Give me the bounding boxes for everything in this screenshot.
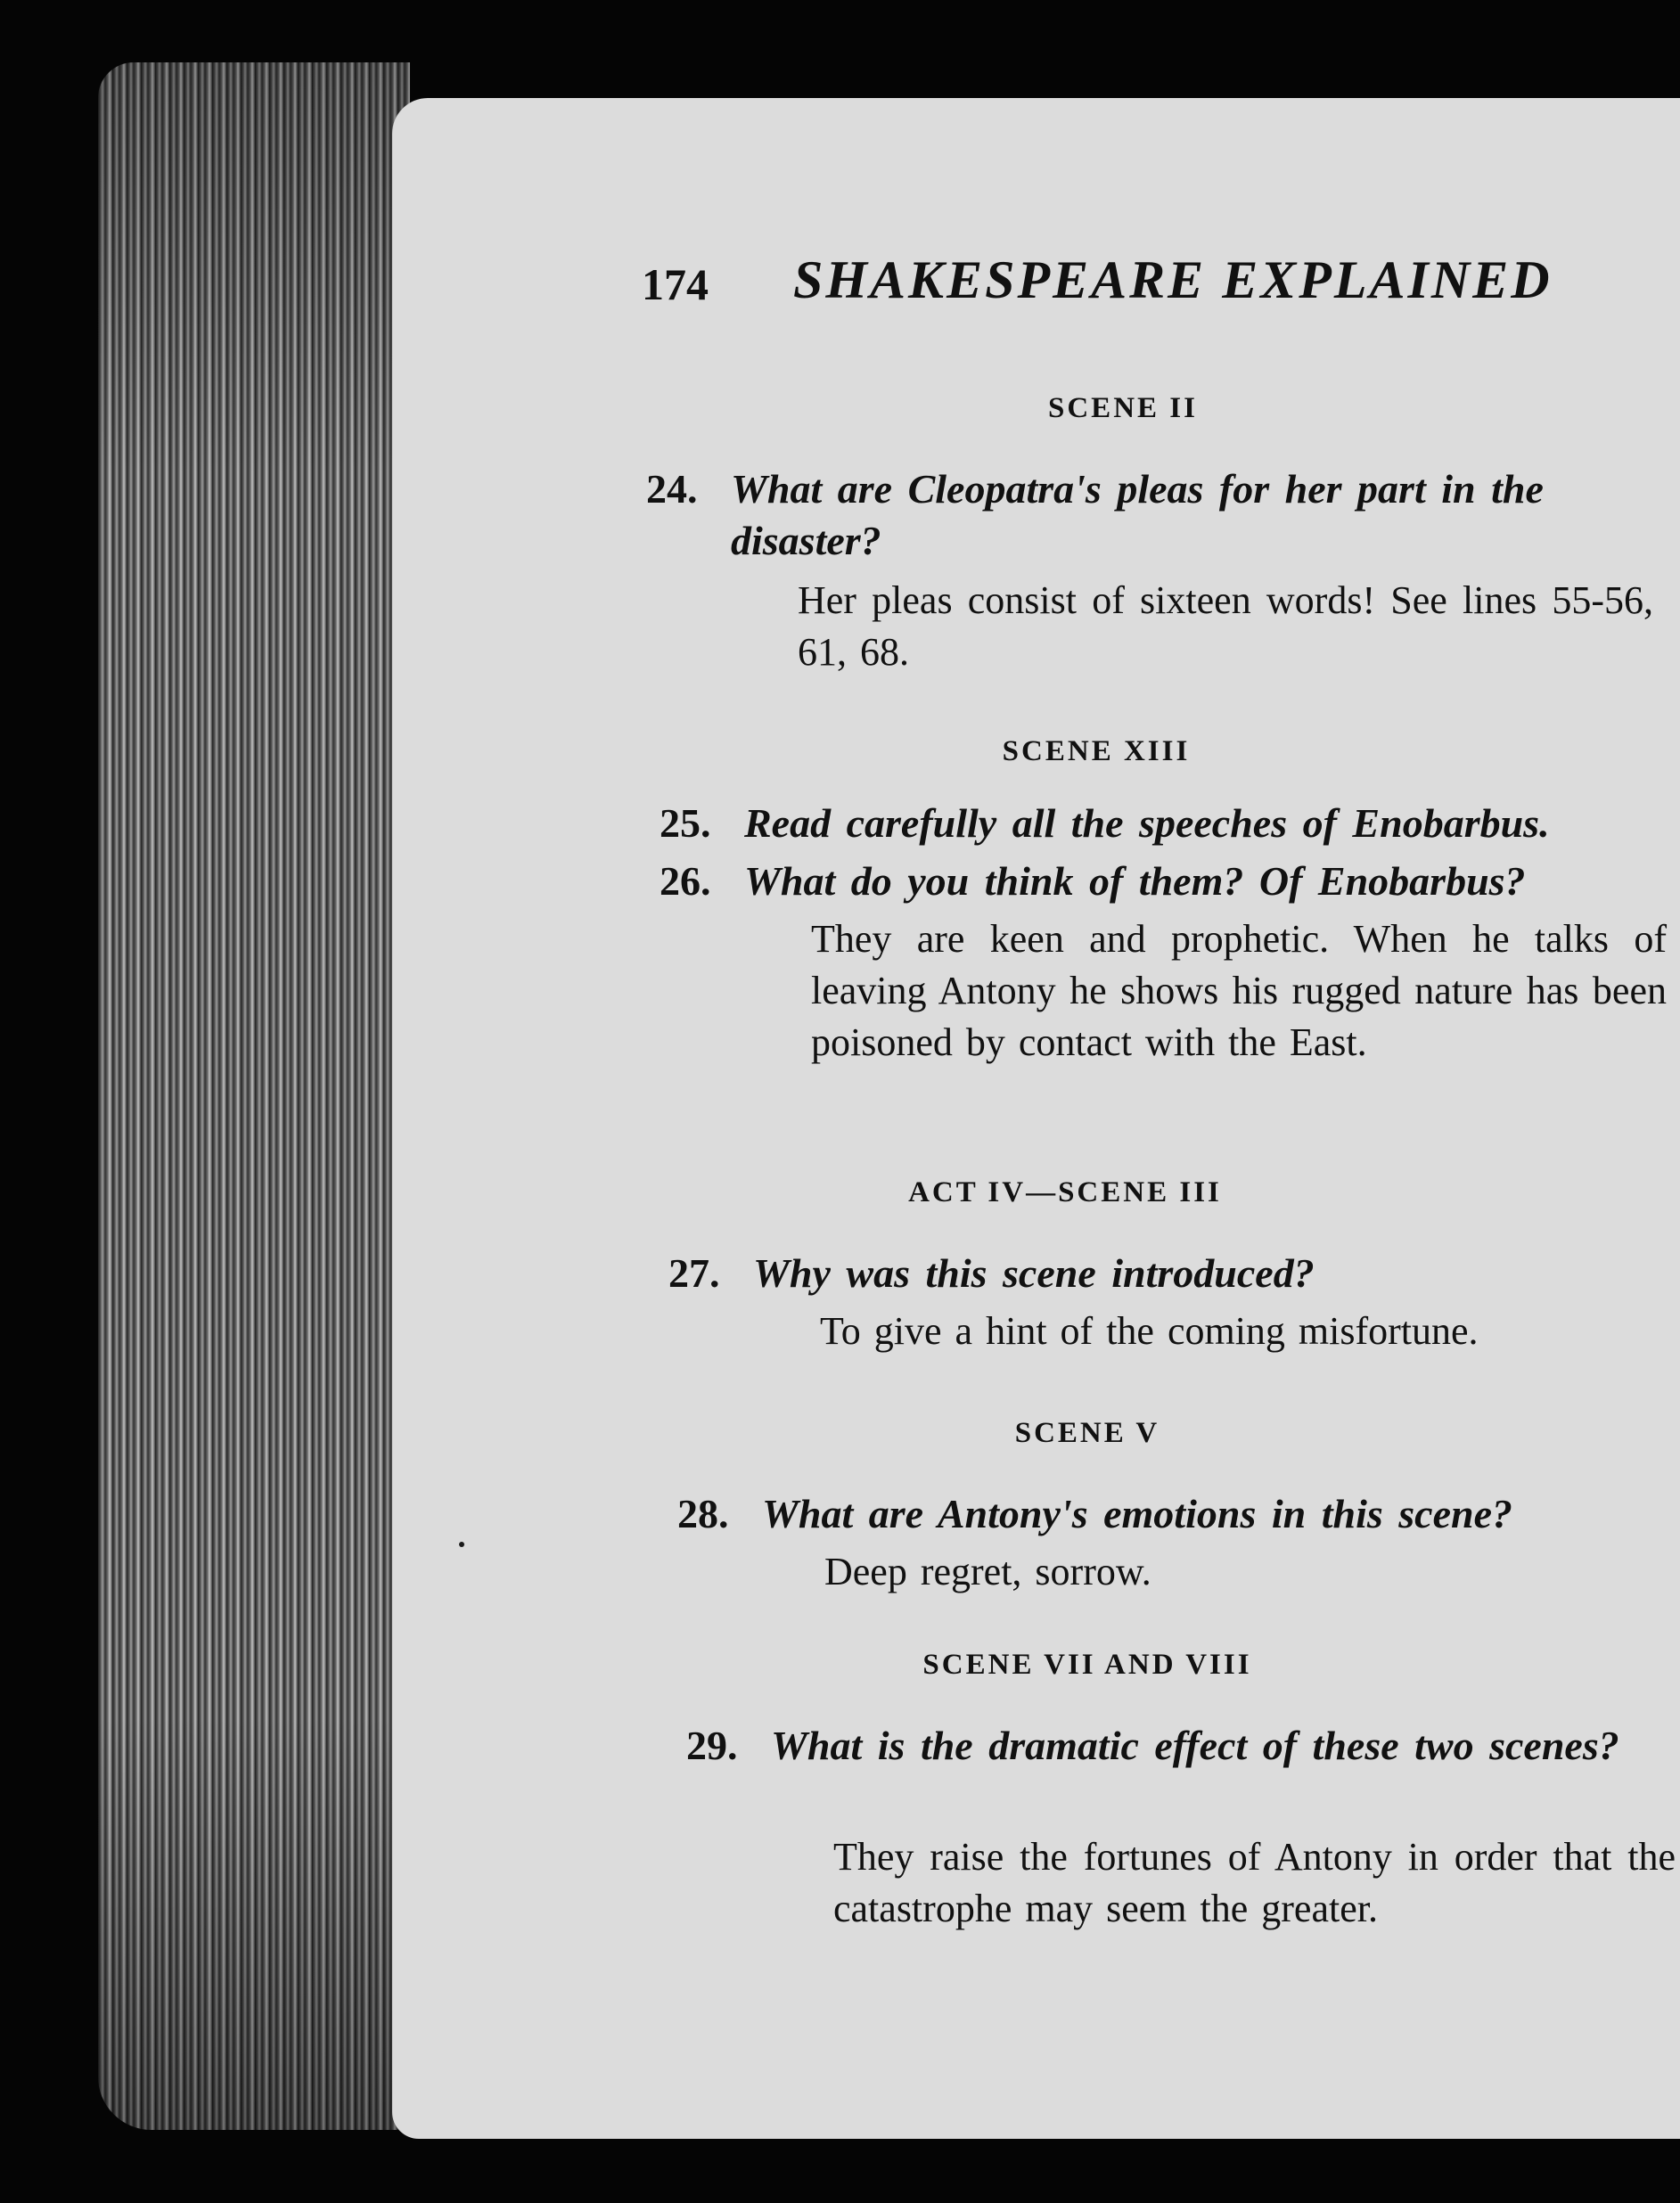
question-text: What are Antony's emotions in this scene? [762,1491,1512,1536]
running-title: SHAKESPEARE EXPLAINED [793,250,1553,309]
scene-heading: ACT IV—SCENE III [908,1176,1222,1208]
question-number: 24. [646,466,698,512]
question-number: 29. [686,1723,738,1768]
question-item [646,463,1671,570]
question-item [660,856,1676,909]
scene-heading: SCENE VII AND VIII [922,1649,1252,1681]
question-number: 28. [677,1491,729,1536]
answer-text: They raise the fortunes of Antony in order that the catastrophe may seem the greater. [833,1835,1676,1930]
scene-heading: SCENE II [1048,392,1198,424]
question-text: What do you think of them? Of Enobarbus? [744,858,1526,904]
page-header [642,250,1622,330]
question-number: 26. [660,858,711,904]
print-speck [459,1542,464,1547]
answer-text: They are keen and prophetic. When he talks of leaving Antony he shows his rugged nature has been poisoned by contact with the East. [811,917,1667,1064]
scene-heading: SCENE XIII [1002,735,1191,767]
question-text: What are Cleopatra's pleas for her part in the disaster? [731,466,1544,563]
question-number: 27. [668,1250,720,1296]
question-item [686,1720,1676,1827]
question-text: What is the dramatic effect of these two scenes? [771,1723,1619,1768]
question-item [677,1488,1676,1542]
question-item [668,1248,1676,1301]
book-page [392,98,1680,2139]
question-text: Why was this scene introduced? [753,1250,1315,1296]
question-number: 25. [660,800,711,846]
book-page-edges [98,62,410,2130]
question-item [660,798,1676,851]
question-text: Read carefully all the speeches of Enobarbus. [744,800,1550,846]
answer-text: To give a hint of the coming misfortune. [820,1309,1479,1353]
answer-text: Her pleas consist of sixteen words! See lines 55-56, 61, 68. [798,578,1653,674]
scene-heading: SCENE V [1014,1417,1160,1449]
answer-text: Deep regret, sorrow. [824,1550,1151,1593]
page-number: 174 [642,259,709,309]
